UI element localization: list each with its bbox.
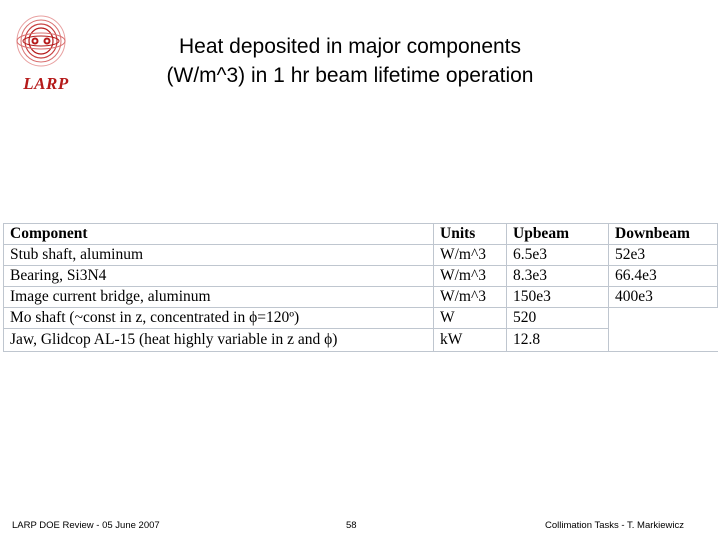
table-row — [4, 287, 718, 308]
table-header-row — [4, 224, 718, 245]
cell-upbeam: 150e3 — [507, 287, 609, 308]
footer-event: LARP DOE Review - 05 June 2007 — [12, 520, 160, 531]
larp-accelerator-logo-icon — [14, 14, 74, 72]
footer-author: Collimation Tasks - T. Markiewicz — [545, 520, 685, 531]
cell-units: W — [434, 308, 507, 329]
cell-component: Bearing, Si3N4 — [4, 266, 434, 287]
title-line-1: Heat deposited in major components — [178, 35, 522, 58]
slide-title — [100, 32, 600, 90]
header-component: Component — [4, 224, 434, 245]
header-upbeam: Upbeam — [507, 224, 609, 245]
header-downbeam: Downbeam — [609, 224, 718, 245]
cell-downbeam-empty — [609, 308, 718, 329]
larp-logo — [14, 14, 78, 96]
cell-upbeam: 12.8 — [507, 329, 609, 352]
logo-text: LARP — [23, 74, 69, 93]
cell-component: Image current bridge, aluminum — [4, 287, 434, 308]
cell-component: Mo shaft (~const in z, concentrated in ϕ=120º) — [4, 308, 434, 329]
cell-downbeam: 66.4e3 — [609, 266, 718, 287]
cell-units: kW — [434, 329, 507, 352]
cell-downbeam: 52e3 — [609, 245, 718, 266]
cell-units: W/m^3 — [434, 266, 507, 287]
cell-units: W/m^3 — [434, 287, 507, 308]
table-row — [4, 266, 718, 287]
heat-deposition-table — [3, 223, 718, 352]
cell-units: W/m^3 — [434, 245, 507, 266]
cell-upbeam: 8.3e3 — [507, 266, 609, 287]
table-row — [4, 329, 718, 352]
table-row — [4, 308, 718, 329]
cell-downbeam-empty — [609, 329, 718, 352]
cell-upbeam: 6.5e3 — [507, 245, 609, 266]
table-row — [4, 245, 718, 266]
cell-downbeam: 400e3 — [609, 287, 718, 308]
header-units: Units — [434, 224, 507, 245]
footer-page-number: 58 — [346, 520, 357, 531]
cell-component: Stub shaft, aluminum — [4, 245, 434, 266]
cell-component: Jaw, Glidcop AL-15 (heat highly variable in z and ϕ) — [4, 329, 434, 352]
title-line-2: (W/m^3) in 1 hr beam lifetime operation — [166, 64, 534, 87]
cell-upbeam: 520 — [507, 308, 609, 329]
